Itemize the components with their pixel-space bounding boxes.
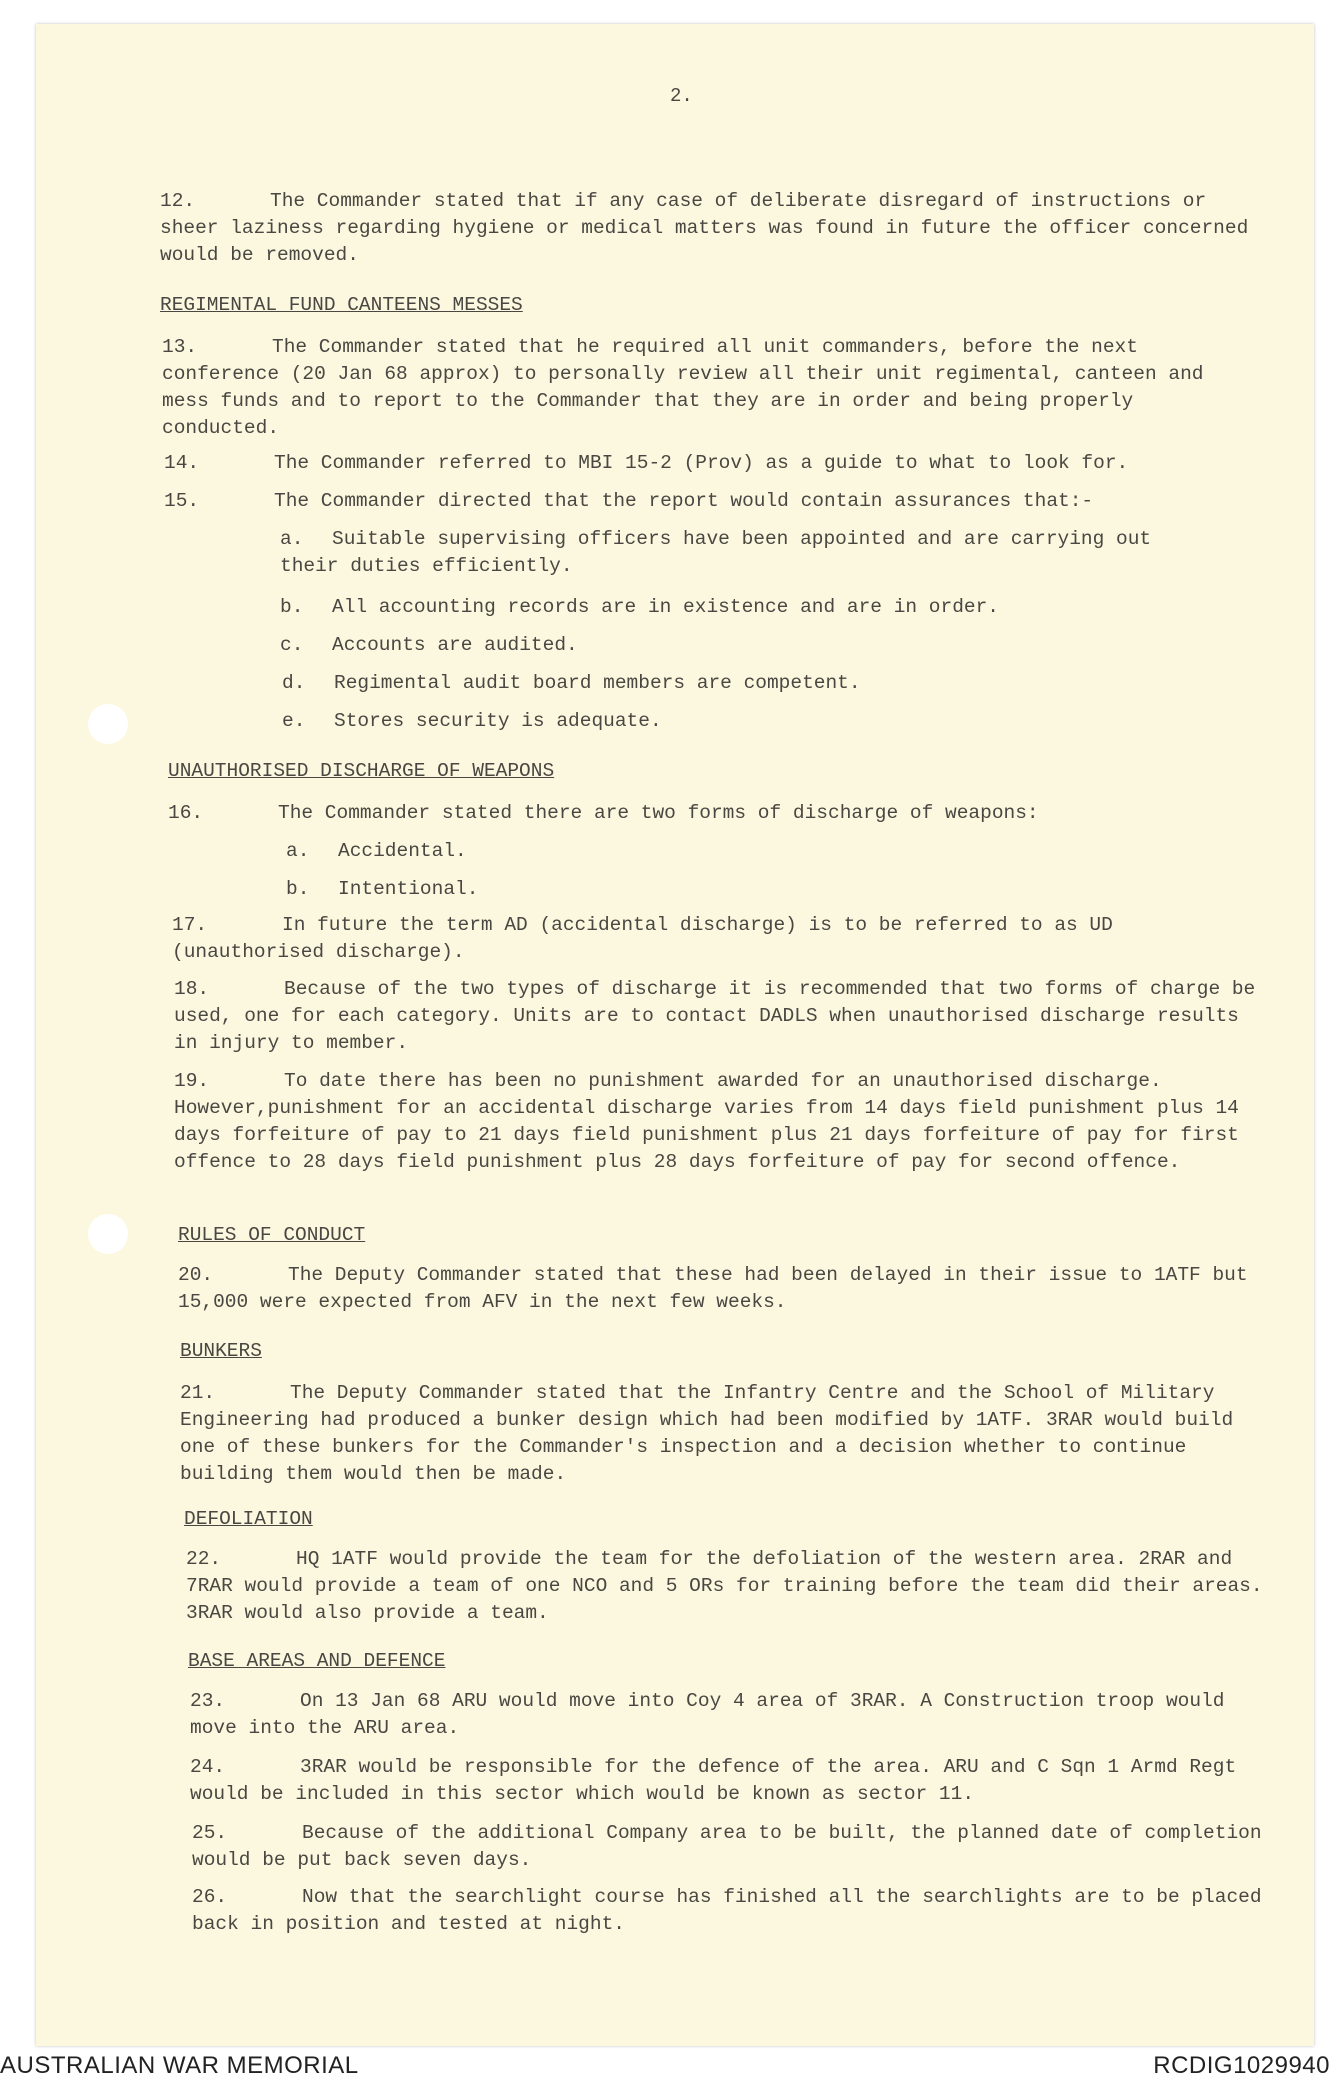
list-letter: a. — [286, 840, 310, 862]
paragraph-text: On 13 Jan 68 ARU would move into Coy 4 area of 3RAR. A Construction troop would move into the ARU area. — [190, 1690, 1225, 1739]
list-letter: c. — [280, 634, 304, 656]
list-letter: e. — [282, 710, 306, 732]
paragraph-18 — [174, 976, 1264, 1057]
paragraph-text: The Commander stated that if any case of deliberate disregard of instructions or sheer laziness regarding hygiene or medical matters was found in future the officer concerned would be removed. — [160, 190, 1249, 266]
section-heading: REGIMENTAL FUND CANTEENS MESSES — [160, 294, 523, 316]
paragraph-text: The Deputy Commander stated that the Infantry Centre and the School of Military Engineering had produced a bunker design which had been modified by 1ATF. 3RAR would build one of these bunkers for the Commander's inspection and a decision whether to continue building them would then be made. — [180, 1382, 1234, 1485]
paragraph-19 — [174, 1068, 1264, 1176]
paragraph-text: HQ 1ATF would provide the team for the defoliation of the western area. 2RAR and 7RAR would provide a team of one NCO and 5 ORs for training before the team did their areas. 3RAR would also provide a team. — [186, 1548, 1263, 1624]
footer-record-id: RCDIG1029940 — [1153, 2052, 1330, 2079]
list-text: Stores security is adequate. — [334, 710, 662, 732]
list-item — [282, 708, 1182, 735]
paragraph-20 — [178, 1262, 1268, 1316]
paragraph-23 — [190, 1688, 1280, 1742]
paragraph-number: 17. — [172, 914, 208, 936]
paragraph-16 — [168, 800, 1258, 827]
paragraph-number: 25. — [192, 1822, 228, 1844]
list-letter: d. — [282, 672, 306, 694]
paragraph-21 — [180, 1380, 1270, 1488]
punch-hole — [88, 1214, 128, 1254]
paragraph-24 — [190, 1754, 1280, 1808]
list-letter: b. — [286, 878, 310, 900]
list-item — [286, 876, 1186, 903]
list-text: Regimental audit board members are competent. — [334, 672, 861, 694]
list-letter: a. — [280, 528, 304, 550]
paragraph-text: Because of the two types of discharge it is recommended that two forms of charge be used, one for each category. Units are to contact DADLS when unauthorised discharge results in injury to member. — [174, 978, 1256, 1054]
paragraph-text: The Commander referred to MBI 15-2 (Prov) as a guide to what to look for. — [274, 452, 1129, 474]
paragraph-26 — [192, 1884, 1282, 1938]
punch-hole — [88, 704, 128, 744]
paragraph-text: The Commander stated that he required all unit commanders, before the next conference (20 Jan 68 approx) to personally review all their unit regimental, canteen and mess funds and to report to the Commander that they are in order and being properly conducted. — [162, 336, 1204, 439]
list-text: Accidental. — [338, 840, 467, 862]
paragraph-number: 26. — [192, 1886, 228, 1908]
page-number: 2. — [670, 85, 693, 107]
paragraph-15 — [164, 488, 1254, 515]
section-heading: BASE AREAS AND DEFENCE — [188, 1650, 446, 1672]
paragraph-text: 3RAR would be responsible for the defence of the area. ARU and C Sqn 1 Armd Regt would be included in this sector which would be known as sector 11. — [190, 1756, 1237, 1805]
paragraph-text: The Deputy Commander stated that these had been delayed in their issue to 1ATF but 15,000 were expected from AFV in the next few weeks. — [178, 1264, 1248, 1313]
paragraph-12 — [160, 188, 1250, 269]
section-heading: BUNKERS — [180, 1340, 262, 1362]
paragraph-number: 15. — [164, 490, 200, 512]
paragraph-text: The Commander stated there are two forms of discharge of weapons: — [278, 802, 1039, 824]
section-heading: RULES OF CONDUCT — [178, 1224, 366, 1246]
list-item — [282, 670, 1182, 697]
list-item — [280, 594, 1180, 621]
paragraph-17 — [172, 912, 1262, 966]
paragraph-number: 23. — [190, 1690, 226, 1712]
list-item — [286, 838, 1186, 865]
paragraph-number: 18. — [174, 978, 210, 1000]
paragraph-number: 24. — [190, 1756, 226, 1778]
section-heading: DEFOLIATION — [184, 1508, 313, 1530]
paragraph-text: To date there has been no punishment awarded for an unauthorised discharge. However,punishment for an accidental discharge varies from 14 days field punishment plus 14 days forfeiture of pay to 21 days field punishment plus 21 days forfeiture of pay for first offence to 28 days field punishment plus 28 days forfeiture of pay for second offence. — [174, 1070, 1239, 1173]
paragraph-number: 21. — [180, 1382, 216, 1404]
paragraph-number: 16. — [168, 802, 204, 824]
paragraph-number: 12. — [160, 190, 196, 212]
paragraph-text: Now that the searchlight course has finished all the searchlights are to be placed back in position and tested at night. — [192, 1886, 1262, 1935]
paragraph-number: 22. — [186, 1548, 222, 1570]
paragraph-number: 19. — [174, 1070, 210, 1092]
list-item — [280, 632, 1180, 659]
paragraph-25 — [192, 1820, 1282, 1874]
list-text: All accounting records are in existence and are in order. — [332, 596, 1000, 618]
list-text: Suitable supervising officers have been appointed and are carrying out their duties efficiently. — [280, 528, 1152, 577]
paragraph-text: Because of the additional Company area to be built, the planned date of completion would be put back seven days. — [192, 1822, 1262, 1871]
footer-institution: AUSTRALIAN WAR MEMORIAL — [0, 2052, 359, 2079]
section-heading: UNAUTHORISED DISCHARGE OF WEAPONS — [168, 760, 555, 782]
paragraph-number: 13. — [162, 336, 198, 358]
paragraph-number: 14. — [164, 452, 200, 474]
list-item — [280, 526, 1180, 580]
paragraph-text: The Commander directed that the report would contain assurances that:- — [274, 490, 1094, 512]
list-text: Intentional. — [338, 878, 479, 900]
paragraph-text: In future the term AD (accidental discharge) is to be referred to as UD (unauthorised discharge). — [172, 914, 1113, 963]
paragraph-number: 20. — [178, 1264, 214, 1286]
list-letter: b. — [280, 596, 304, 618]
paragraph-13 — [162, 334, 1252, 442]
list-text: Accounts are audited. — [332, 634, 578, 656]
paragraph-14 — [164, 450, 1254, 477]
paragraph-22 — [186, 1546, 1276, 1627]
